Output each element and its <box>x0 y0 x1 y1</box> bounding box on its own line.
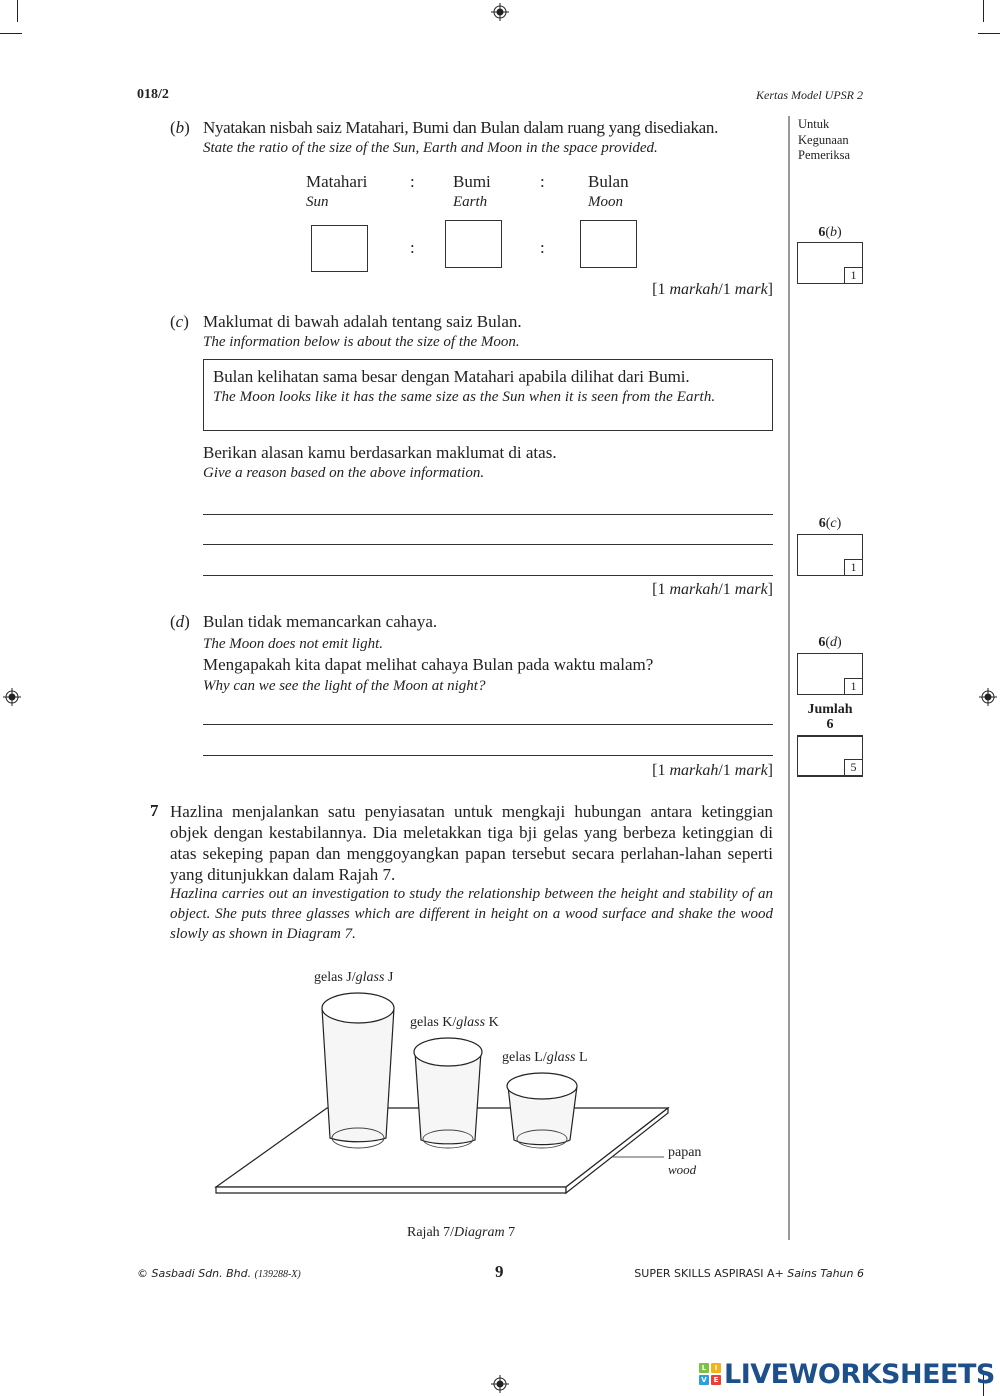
crop-mark <box>983 0 984 22</box>
logo-text: LIVEWORKSHEETS <box>724 1358 995 1390</box>
board-label-en: wood <box>668 1162 697 1177</box>
ratio-label-moon-en: Moon <box>588 194 623 210</box>
question-7-body <box>170 801 773 944</box>
paper-title: Kertas Model UPSR 2 <box>756 88 863 102</box>
question-7-text: Hazlina menjalankan satu penyiasatan untuk mengkaji hubungan antara ketinggian objek dengan kestabilannya. Dia meletakkan tiga bji gelas yang berbeza ketinggian di atas sekeping papan dan menggoyangkan papan tersebut secara perlahan-lahan seperti yang ditunjukkan dalam Rajah 7. <box>170 802 773 884</box>
glass-l-label: gelas L/glass L <box>502 1050 588 1065</box>
max-score: 5 <box>844 759 863 776</box>
score-box-6b[interactable] <box>797 242 863 284</box>
crop-mark <box>0 33 22 34</box>
answer-line[interactable] <box>203 575 773 576</box>
info-text: Bulan kelihatan sama besar dengan Matahari apabila dilihat dari Bumi. <box>213 367 690 386</box>
question-6b-text: Nyatakan nisbah saiz Matahari, Bumi dan Bulan dalam ruang yang disediakan. <box>203 118 719 137</box>
question-number-7: 7 <box>150 801 159 820</box>
ratio-label-earth: Bumi <box>453 172 491 191</box>
registration-mark-icon <box>3 688 21 706</box>
glass-k-label: gelas K/glass K <box>410 1015 499 1030</box>
part-label-d: (d) <box>170 612 190 631</box>
ratio-input-sun[interactable] <box>311 225 368 272</box>
answer-line[interactable] <box>203 755 773 756</box>
registration-mark-icon <box>491 1375 509 1393</box>
part-label-b: (b) <box>170 118 190 137</box>
ratio-separator: : <box>540 238 545 257</box>
mark-allocation: [1 markah/1 mark] <box>652 581 773 598</box>
question-6c-text-en: The information below is about the size of the Moon. <box>203 334 520 350</box>
max-score: 1 <box>844 267 863 284</box>
glass-j-label: gelas J/glass J <box>314 970 394 985</box>
board-label: papan <box>668 1145 702 1160</box>
ratio-label-sun: Matahari <box>306 172 368 191</box>
examiner-column-divider <box>788 116 790 1240</box>
question-6d-prompt: Mengapakah kita dapat melihat cahaya Bulan pada waktu malam? <box>203 655 654 674</box>
ratio-label-moon: Bulan <box>588 172 629 191</box>
ratio-label-sun-en: Sun <box>306 194 329 210</box>
ratio-separator: : <box>410 172 415 191</box>
ratio-separator: : <box>540 172 545 191</box>
question-7-text-en: Hazlina carries out an investigation to study the relationship between the height and stability of an object. She puts three glasses which are different in height on a wood surface and shake the wood slowly as shown in Diagram 7. <box>170 886 773 942</box>
mark-allocation: [1 markah/1 mark] <box>652 762 773 779</box>
logo-mark-icon: L I V E <box>699 1363 721 1385</box>
crop-mark <box>978 33 1000 34</box>
liveworksheets-logo <box>699 1360 995 1388</box>
question-6b-text-en: State the ratio of the size of the Sun, Earth and Moon in the space provided. <box>203 140 658 156</box>
answer-line[interactable] <box>203 514 773 515</box>
examiner-column-title: Untuk Kegunaan Pemeriksa <box>798 117 851 162</box>
crop-mark <box>17 0 18 22</box>
part-label-c: (c) <box>170 312 189 331</box>
score-label-6d: 6(d) <box>818 635 842 650</box>
diagram-glasses-on-board <box>200 960 720 1210</box>
question-6c-prompt: Berikan alasan kamu berdasarkan maklumat di atas. <box>203 443 557 462</box>
answer-line[interactable] <box>203 724 773 725</box>
score-label-6b: 6(b) <box>818 225 842 240</box>
question-6d-text: Bulan tidak memancarkan cahaya. <box>203 612 438 631</box>
info-text-en: The Moon looks like it has the same size as the Sun when it is seen from the Earth. <box>213 389 716 405</box>
total-score-box[interactable] <box>797 735 863 777</box>
page-number: 9 <box>495 1262 504 1281</box>
paper-code: 018/2 <box>137 87 169 102</box>
book-title: SUPER SKILLS ASPIRASI A+ Sains Tahun 6 <box>634 1267 864 1280</box>
total-label: Jumlah 6 <box>807 702 853 732</box>
score-box-6c[interactable] <box>797 534 863 576</box>
answer-line[interactable] <box>203 544 773 545</box>
question-6d-prompt-en: Why can we see the light of the Moon at night? <box>203 678 486 694</box>
mark-allocation: [1 markah/1 mark] <box>652 281 773 298</box>
registration-mark-icon <box>491 3 509 21</box>
question-6c-text: Maklumat di bawah adalah tentang saiz Bulan. <box>203 312 522 331</box>
question-6c-prompt-en: Give a reason based on the above information. <box>203 465 485 481</box>
registration-mark-icon <box>979 688 997 706</box>
score-box-6d[interactable] <box>797 653 863 695</box>
max-score: 1 <box>844 559 863 576</box>
question-6d-text-en: The Moon does not emit light. <box>203 636 383 652</box>
diagram-caption: Rajah 7/Diagram 7 <box>407 1225 516 1240</box>
publisher: © Sasbadi Sdn. Bhd. (139288-X) <box>137 1267 301 1280</box>
info-box <box>203 359 773 431</box>
max-score: 1 <box>844 678 863 695</box>
ratio-separator: : <box>410 238 415 257</box>
ratio-label-earth-en: Earth <box>453 194 488 210</box>
ratio-input-earth[interactable] <box>445 220 502 268</box>
score-label-6c: 6(c) <box>818 516 842 531</box>
ratio-input-moon[interactable] <box>580 220 637 268</box>
